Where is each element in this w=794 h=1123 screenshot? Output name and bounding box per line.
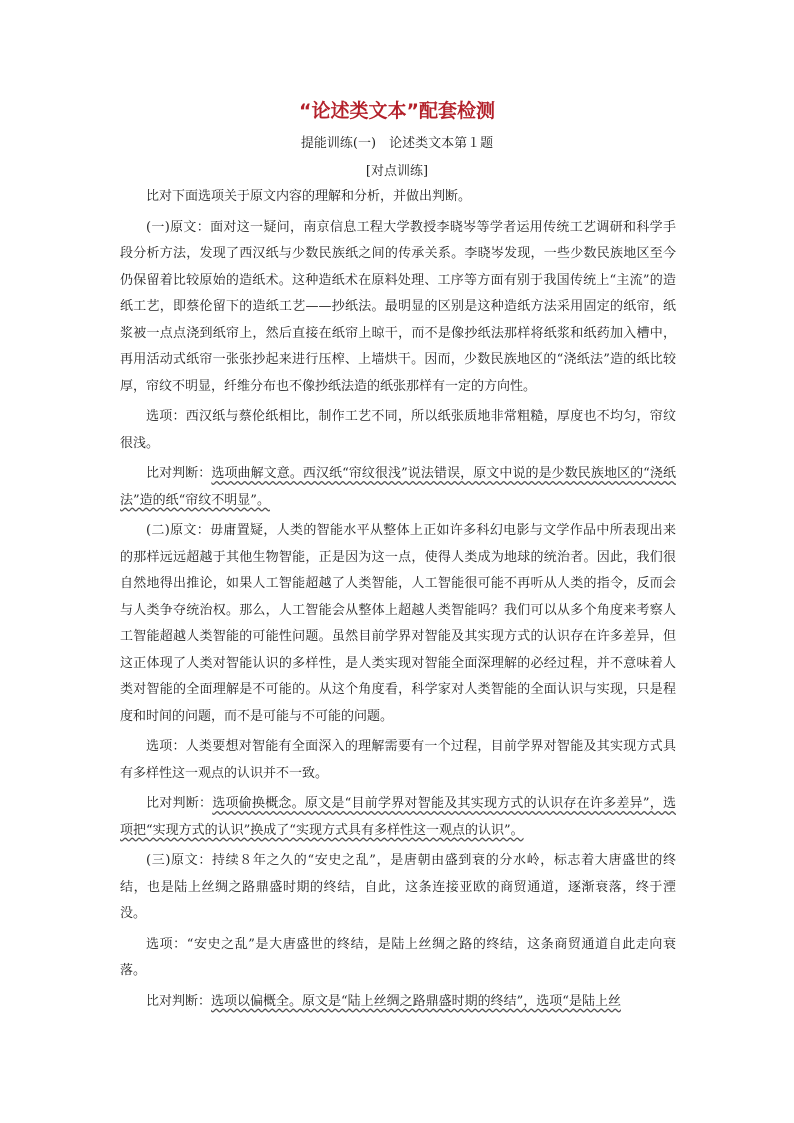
judgment-label: 比对判断： bbox=[146, 796, 213, 811]
document-body bbox=[120, 184, 676, 1019]
item-2-option: 选项：人类要想对智能有全面深入的理解需要有一个过程，目前学界对智能及其实现方式具有多样性这一观点的认识并不一致。 bbox=[120, 739, 676, 781]
item-2-judgment bbox=[120, 791, 676, 844]
section-tag: [对点训练] bbox=[365, 164, 429, 179]
judgment-text: 选项曲解文意。西汉纸“帘纹很浅”说法错误，原文中说的是少数民族地区的“浇纸法”造的纸“帘纹不明显”。 bbox=[120, 466, 676, 508]
judgment-label: 比对判断： bbox=[146, 466, 212, 481]
item-1-judgment bbox=[120, 461, 676, 514]
item-1-option: 选项：西汉纸与蔡伦纸相比，制作工艺不同，所以纸张质地非常粗糙，厚度也不均匀，帘纹很浅。 bbox=[120, 409, 676, 451]
judgment-text: 选项偷换概念。原文是“目前学界对智能及其实现方式的认识存在许多差异”，选项把“实现方式的认识”换成了“实现方式具有多样性这一观点的认识”。 bbox=[120, 796, 676, 838]
item-2-original: (二)原文：毋庸置疑，人类的智能水平从整体上正如许多科幻电影与文学作品中所表现出来的那样远远超越于其他生物智能，正是因为这一点，使得人类成为地球的统治者。因此，我们很自然地得出推论，如果人工智能超越了人类智能，人工智能很可能不再听从人类的指令，反而会与人类争夺统治权。那么，人工智能会从整体上超越人类智能吗？我们可以从多个角度来考察人工智能超越人类智能的可能性问题。虽然目前学界对智能及其实现方式的认识存在许多差异，但这正体现了人类对智能认识的多样性，是人类实现对智能全面深理解的必经过程，并不意味着人类对智能的全面理解是不可能的。从这个角度看，科学家对人类智能的全面认识与实现，只是程度和时间的问题，而不是可能与不可能的问题。 bbox=[120, 523, 676, 724]
page-title: “论述类文本”配套检测 bbox=[299, 100, 495, 122]
item-3-original: (三)原文：持续８年之久的“安史之乱”，是唐朝由盛到衰的分水岭，标志着大唐盛世的终结，也是陆上丝绸之路鼎盛时期的终结，自此，这条连接亚欧的商贸通道，逐渐衰落，终于湮没。 bbox=[120, 853, 676, 921]
instruction: 比对下面选项关于原文内容的理解和分析，并做出判断。 bbox=[146, 189, 472, 204]
item-3-option: 选项：“安史之乱”是大唐盛世的终结，是陆上丝绸之路的终结，这条商贸通道自此走向衰落。 bbox=[120, 936, 676, 978]
page-subtitle: 提能训练(一) 论述类文本第１题 bbox=[300, 136, 494, 151]
judgment-label: 比对判断： bbox=[146, 993, 212, 1009]
judgment-text: 选项以偏概全。原文是“陆上丝绸之路鼎盛时期的终结”，选项“是陆上丝 bbox=[211, 993, 621, 1009]
item-3-judgment bbox=[120, 989, 676, 1016]
item-1-original: (一)原文：面对这一疑问，南京信息工程大学教授李晓岑等学者运用传统工艺调研和科学手段分析方法，发现了西汉纸与少数民族纸之间的传承关系。李晓岑发现，一些少数民族地区至今仍保留着比较原始的造纸术。这种造纸术在原料处理、工序等方面有别于我国传统上“主流”的造纸工艺，即蔡伦留下的造纸工艺——抄纸法。最明显的区别是这种造纸方法采用固定的纸帘，纸浆被一点点浇到纸帘上，然后直接在纸帘上晾干，而不是像抄纸法那样将纸浆和纸药加入槽中，再用活动式纸帘一张张抄起来进行压榨、上墙烘干。因而，少数民族地区的“浇纸法”造的纸比较厚，帘纹不明显，纤维分布也不像抄纸法造的纸张那样有一定的方向性。 bbox=[120, 219, 676, 394]
